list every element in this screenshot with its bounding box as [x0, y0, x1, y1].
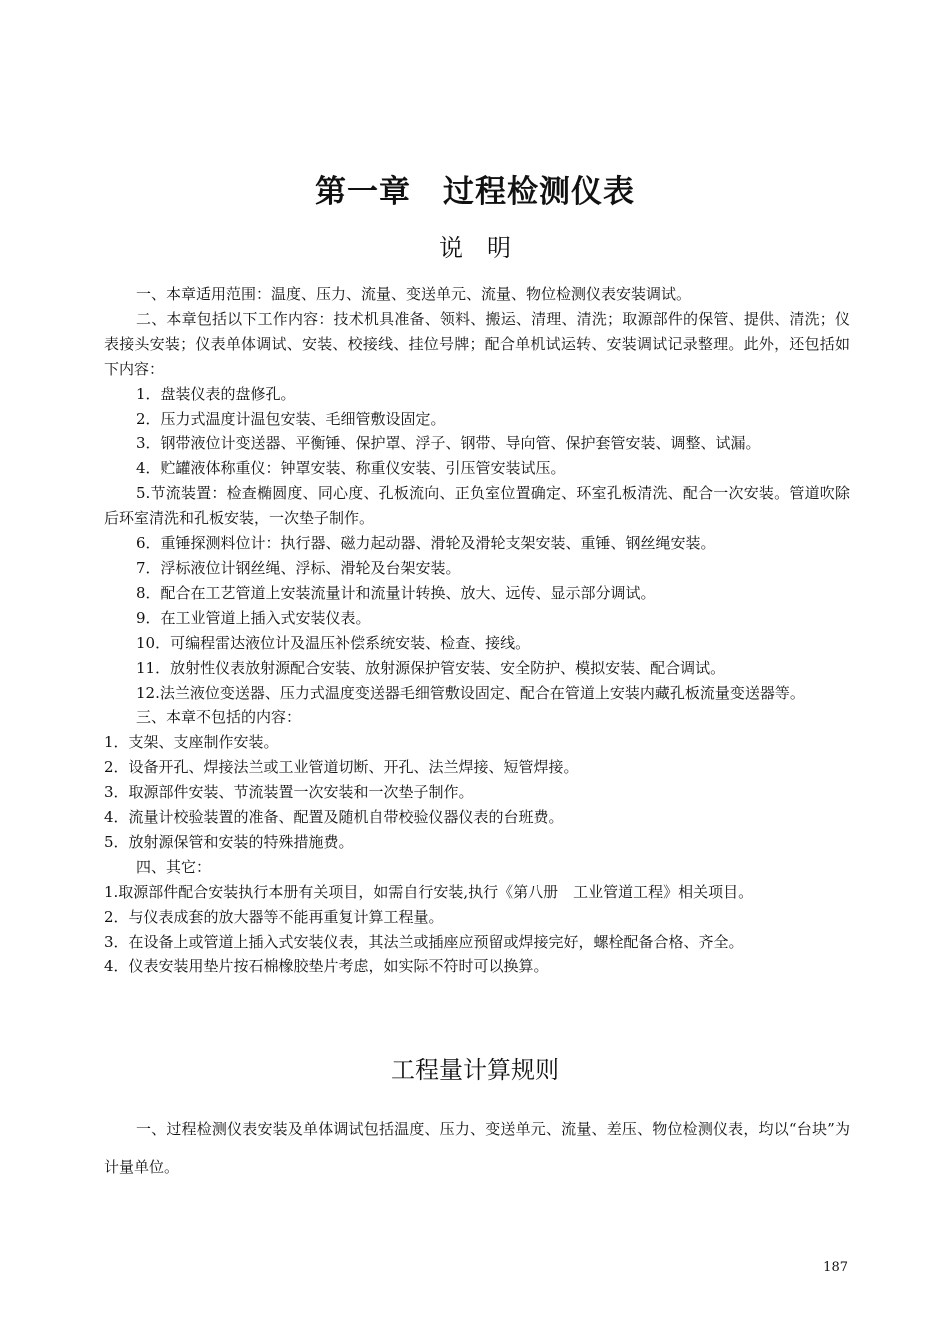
paragraph: 3．在设备上或管道上插入式安装仪表，其法兰或插座应预留或焊接完好，螺栓配备合格、齐全。 — [104, 932, 744, 951]
paragraph: 2．设备开孔、焊接法兰或工业管道切断、开孔、法兰焊接、短管焊接。 — [104, 758, 579, 777]
paragraph: 7．浮标液位计钢丝绳、浮标、滑轮及台架安装。 — [136, 558, 461, 577]
chapter-title: 第一章 过程检测仪表 — [315, 174, 635, 210]
paragraph: 5．放射源保管和安装的特殊措施费。 — [104, 832, 354, 851]
paragraph: 4．流量计校验装置的准备、配置及随机自带校验仪器仪表的台班费。 — [104, 808, 564, 827]
paragraph: 8．配合在工艺管道上安装流量计和流量计转换、放大、远传、显示部分调试。 — [136, 583, 656, 602]
paragraph: 4．仪表安装用垫片按石棉橡胶垫片考虑，如实际不符时可以换算。 — [104, 957, 549, 976]
paragraph: 3．钢带液位计变送器、平衡锤、保护罩、浮子、钢带、导向管、保护套管安装、调整、试漏。 — [136, 434, 761, 453]
paragraph: 2．压力式温度计温包安装、毛细管敷设固定。 — [136, 409, 446, 428]
paragraph: 1．支架、支座制作安装。 — [104, 733, 279, 752]
explanation-body — [104, 282, 850, 979]
paragraph: 4．贮罐液体称重仪：钟罩安装、称重仪安装、引压管安装试压。 — [136, 459, 566, 478]
paragraph: 三、本章不包括的内容： — [136, 708, 302, 727]
rules-title: 工程量计算规则 — [391, 1056, 559, 1084]
paragraph: 2．与仪表成套的放大器等不能再重复计算工程量。 — [104, 907, 444, 926]
paragraph: 12.法兰液位变送器、压力式温度变送器毛细管敷设固定、配合在管道上安装内藏孔板流量变送器等。 — [136, 683, 805, 702]
section-title: 说 明 — [439, 234, 511, 262]
paragraph: 11．放射性仪表放射源配合安装、放射源保护管安装、安全防护、模拟安装、配合调试。 — [136, 658, 726, 677]
paragraph: 5.节流装置：检查椭圆度、同心度、孔板流向、正负室位置确定、环室孔板清洗、配合一次安装。管道吹除后环室清洗和孔板安装，一次垫子制作。 — [104, 484, 850, 528]
paragraph: 6．重锤探测料位计：执行器、磁力起动器、滑轮及滑轮支架安装、重锤、钢丝绳安装。 — [136, 534, 716, 553]
paragraph: 3．取源部件安装、节流装置一次安装和一次垫子制作。 — [104, 783, 474, 802]
paragraph: 9．在工业管道上插入式安装仪表。 — [136, 608, 371, 627]
paragraph: 1．盘装仪表的盘修孔。 — [136, 384, 296, 403]
paragraph: 一、本章适用范围：温度、压力、流量、变送单元、流量、物位检测仪表安装调试。 — [136, 285, 692, 303]
rules-paragraph: 一、过程检测仪表安装及单体调试包括温度、压力、变送单元、流量、差压、物位检测仪表，均以“台块”为计量单位。 — [104, 1120, 850, 1176]
paragraph: 二、本章包括以下工作内容：技术机具准备、领料、搬运、清理、清洗；取源部件的保管、提供、清洗；仪表接头安装；仪表单体调试、安装、校接线、挂位号牌；配合单机试运转、安装调试记录整理。此外，还包括如下内容： — [104, 309, 850, 378]
paragraph: 10．可编程雷达液位计及温压补偿系统安装、检查、接线。 — [136, 633, 531, 652]
page-number: 187 — [823, 1260, 848, 1275]
paragraph: 1.取源部件配合安装执行本册有关项目，如需自行安装,执行《第八册 工业管道工程》相关项目。 — [104, 882, 754, 901]
paragraph: 四、其它： — [136, 857, 212, 876]
